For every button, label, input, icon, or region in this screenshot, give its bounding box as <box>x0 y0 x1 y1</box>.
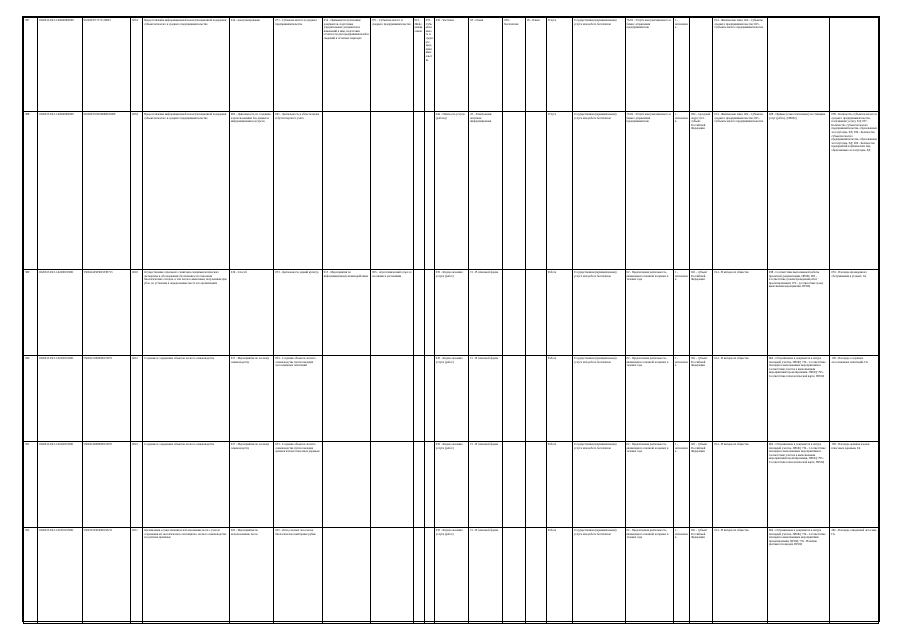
table-cell: 038 - Соответствие выполненной работы проектной документации, ПРОЦ; 063 - Соответствие срокам проведения работ проектированием; 072 - Соответствие сроку выполнения мероприятий, ПРОЦ <box>767 270 830 356</box>
table-cell <box>503 528 525 624</box>
table-cell: 0210 <box>130 270 142 356</box>
table-cell: 003 - Бесплатная <box>503 18 525 112</box>
table-cell <box>424 356 434 442</box>
table-cell: 035 - Форма оказания услуги (работ) <box>434 356 468 442</box>
table-cell <box>413 112 424 270</box>
table-cell <box>525 528 546 624</box>
table-cell <box>371 356 413 442</box>
table-cell <box>424 270 434 356</box>
table-cell: Государственная (муниципальная) услуга или работа бесплатная <box>573 18 625 112</box>
table-cell: 017 - Мероприятия по лесному семеноводству <box>229 356 273 442</box>
table-cell: 014 - Прямыми получателями документов, подготовка учредительных документов и изменений к ним, подготовка отчетности для предпринимателей и сведений в отчетных периодах <box>322 18 370 112</box>
table-cell: 033 - Площадь проведенного обслуживания в угодьях, ГА <box>830 270 879 356</box>
table-cell: 0212 <box>130 442 142 528</box>
table-cell: 15 - В плановой форме <box>469 356 503 442</box>
table-cell: 016 - Способ <box>229 270 273 356</box>
table-cell: 0220015.Р.43.1.02220013001 <box>38 442 82 528</box>
table-cell: 071 - Субъекты малого и среднего предпринимательства <box>274 18 322 112</box>
table-cell: 023 - Мероприятия по использованию лесов <box>229 528 273 624</box>
table-cell: 021 - субъект Российской Федерации <box>690 356 713 442</box>
registry-body <box>24 18 879 624</box>
table-cell: 1 - автономная <box>673 18 689 112</box>
table-cell: 18 - Очная <box>469 18 503 112</box>
table-cell: 0234 <box>130 112 142 270</box>
table-cell <box>525 270 546 356</box>
table-cell: Работа <box>546 442 572 528</box>
table-cell: 02 - Предлагаемая деятельность, являющаяся основной на время; в течение года <box>625 528 673 624</box>
registry-sheet <box>22 16 880 622</box>
table-cell: 1 - автономная <box>673 442 689 528</box>
table-cell: Государственная (муниципальная) услуга или работа бесплатная <box>573 528 625 624</box>
table-cell: 014 - В интересах общества <box>713 270 768 356</box>
table-cell: 0212 <box>130 356 142 442</box>
table-cell: 1 - автономная <box>673 356 689 442</box>
table-cell: Осуществление отдельного санитарно-эпидемиологического экспертизы и обследования обоснованности отнесения биологических отходов, в том числе к животным, полученным при убое, по установке в определенные места и в организациях <box>143 270 230 356</box>
table-cell: 15 - В плановой форме <box>469 528 503 624</box>
table-cell: 032 - городской округ; 021 - субъект Российской Федерации <box>690 112 713 270</box>
table-cell <box>830 18 879 112</box>
table-cell: 025 - Агротехнический отдел за посевами и растениями <box>371 270 413 356</box>
table-cell: 035 - Форма оказания услуги (работ) <box>434 270 468 356</box>
table-row <box>24 356 879 442</box>
table-cell: 0220015.Р.43.1.02310013001 <box>38 528 82 624</box>
table-cell: 55004142503001530713 <box>82 270 130 356</box>
table-cell: 017 - Мероприятия по лесному семеноводству <box>229 442 273 528</box>
table-cell: Предоставление информационной и консультационной поддержки субъектам малого и среднего предпринимательства <box>143 112 230 270</box>
table-cell: 038 - Количество субъектов малого и среднего предпринимательства, получивших услугу, ЕД; 037 - Количество субъектов малого предпринимательства, образованных за полугодие, ЕД; 039 - Количество субъектов малого предпринимательства, образованных за полугодие, ЕД; 206 - Количество предприятий и физических лиц, образованных за полугодие, ЕД <box>830 112 879 270</box>
table-row <box>24 528 879 624</box>
table-cell: 064 - Отграничение в документах в натуре площадей участка, ПРОЦ; 734 - Соответствие площади к выполненным мероприятиям проектирования, ПРОЦ; 735 - Наличие пробных площадей, ПРОЦ <box>767 528 830 624</box>
table-cell <box>413 270 424 356</box>
table-cell: Услуга <box>546 112 572 270</box>
table-cell <box>322 356 370 442</box>
table-cell: Государственная (муниципальная) услуга или работа бесплатная <box>573 356 625 442</box>
table-cell: 014 - консультирование <box>229 18 273 112</box>
table-cell <box>413 356 424 442</box>
table-cell: 091 - Деятельность по созданию и использованию баз данных и информационных ресурсов <box>229 112 273 270</box>
table-cell: 021 - субъект Российской Федерации <box>690 442 713 528</box>
table-cell: 014 - В интересах общества <box>713 528 768 624</box>
table-cell: 0220015.Р.43.1.02220013001 <box>38 356 82 442</box>
table-cell <box>503 270 525 356</box>
table-cell <box>371 442 413 528</box>
table-cell: 76.02 - Услуги консультационного и бизнес-управления предпринимателю <box>625 18 673 112</box>
table-cell <box>413 528 424 624</box>
table-cell <box>503 112 525 270</box>
table-cell: Государственная (муниципальная) услуга или работа бесплатная <box>573 112 625 270</box>
table-cell: 1 - автономная <box>673 112 689 270</box>
table-cell: 064 - Отграничение в документах в натуре площадей участка, ПРОЦ; 734 - Соответствие площади к выполненным мероприятиям и соответствие участка к выполненным мероприятиям проектирования, ПРОЦ; 793 - Соответствие технологической карте, ПРОЦ <box>767 356 830 442</box>
table-cell <box>322 112 370 270</box>
table-cell <box>503 442 525 528</box>
table-cell: 071 - Субъекты малого и среднего предпринимательства <box>371 18 413 112</box>
table-cell <box>322 528 370 624</box>
table-cell: Организация осуществления и использования лесов с учетом сохранения их экологического потенциала, лесного семеноводства и в регионе признаки <box>143 528 230 624</box>
table-cell: 033 - Создание объектов лесного семеноводства путем закладки архивов клонов плюсовых деревьев <box>274 442 322 528</box>
table-cell: 0220015.Р.43.1.02040002000 <box>38 18 82 112</box>
table-cell: 033 - Создание объектов лесного семеноводства путем закладки лесосеменных плантаций <box>274 356 322 442</box>
table-cell: 15 - В плановой форме <box>469 270 503 356</box>
table-cell: 021 - субъект Российской Федерации <box>690 270 713 356</box>
table-cell: Работа <box>546 528 572 624</box>
table-cell <box>413 442 424 528</box>
table-cell: 014 - Физические лица; 024 - Субъекты среднего предпринимательства; 025 - Субъекты малого предпринимательства <box>713 112 768 270</box>
table-cell: 02 - Предлагаемая деятельность, являющаяся основной на время; в течение года <box>625 442 673 528</box>
table-cell: 138 - Площадь созданных лесосеменных плантаций, ГА <box>830 356 879 442</box>
table-cell: 035 - Частично <box>434 18 468 112</box>
table-cell: Предоставление информационной и консультационной поддержки субъектам малого и среднего предпринимательства <box>143 18 230 112</box>
table-cell: 55003152503000150211 <box>82 528 130 624</box>
table-cell: Услуга <box>546 18 572 112</box>
table-cell: 015 - Информационная <box>413 18 424 112</box>
table-cell <box>322 442 370 528</box>
registry-table <box>23 17 879 624</box>
table-cell: Создание и содержание объектов лесного семеноводства <box>143 356 230 442</box>
table-cell: 053 - Деятельность зданий культур <box>274 270 322 356</box>
table-cell: Работа <box>546 270 572 356</box>
table-cell: 388 <box>24 112 38 270</box>
table-cell: 0234 <box>130 18 142 112</box>
table-cell <box>525 442 546 528</box>
table-cell: 138 - Площадь архивов клонов плюсовых деревьев, ГА <box>830 442 879 528</box>
table-cell: 390 <box>24 356 38 442</box>
table-cell: 035 - Форма оказания услуги (работ) <box>434 528 468 624</box>
table-cell: 014 - В интересах общества <box>713 356 768 442</box>
table-cell <box>424 112 434 270</box>
table-cell: Работа <box>546 356 572 442</box>
table-row <box>24 270 879 356</box>
table-cell: 013 - Мероприятия по информационному взаимодействию <box>322 270 370 356</box>
table-cell: 035 - Форма оказания услуги (работ) <box>434 442 468 528</box>
table-cell <box>690 18 713 112</box>
table-cell: 1 - автономная <box>673 270 689 356</box>
table-cell <box>424 528 434 624</box>
table-cell: Государственная (муниципальная) услуга или работа бесплатная <box>573 270 625 356</box>
table-cell: 9160203718100060022000 <box>82 112 130 270</box>
table-cell: 0211 <box>130 528 142 624</box>
table-cell: 02 - Предлагаемая деятельность, являющаяся основной на время; в течение года <box>625 356 673 442</box>
table-cell: 281 - Площадь отведенной лесосеки, ГА <box>830 528 879 624</box>
table-cell: 0220015.Р.43.1.02200013001 <box>38 270 82 356</box>
table-cell: 22 - Электронная; печатная; информационная <box>469 112 503 270</box>
table-cell: 387 <box>24 18 38 112</box>
table-cell: 392 <box>24 528 38 624</box>
table-cell <box>503 356 525 442</box>
table-cell: 028 - Прямые (самостоятельные) поставщики услуг (работ). [ПРОЦ] <box>767 112 830 270</box>
table-cell: 014 - Физические лица; 024 - Субъекты среднего предпринимательства; 025 - Субъекты малого предпринимательства <box>713 18 768 112</box>
table-cell: 0220015.Р.43.1.02040002000 <box>38 112 82 270</box>
table-cell <box>424 442 434 528</box>
table-cell: 02 - Предлагаемая деятельность, являющаяся основной на время; в течение года <box>625 270 673 356</box>
table-cell: 076 - Субъекты малого и среднего предпринимательства <box>424 18 434 112</box>
table-cell: 18 - Очная <box>525 18 546 112</box>
table-cell: 389 <box>24 270 38 356</box>
table-cell <box>371 528 413 624</box>
table-cell: 091 - Деятельность в области права и бухгалтерского учета <box>274 112 322 270</box>
table-cell: 55004132000000153071 <box>82 442 130 528</box>
table-cell: 391 <box>24 442 38 528</box>
table-row <box>24 18 879 112</box>
table-cell <box>371 112 413 270</box>
table-cell: 021 - субъект Российской Федерации <box>690 528 713 624</box>
table-cell: 1 - автономная <box>673 528 689 624</box>
table-cell <box>525 112 546 270</box>
table-cell: Государственная (муниципальная) услуга или работа бесплатная <box>573 442 625 528</box>
table-cell: 042 - Платность услуги (работы) <box>434 112 468 270</box>
table-cell: 76.02 - Услуги консультационного и бизнес-управления предпринимателю <box>625 112 673 270</box>
table-cell: 9160203717171119001 <box>82 18 130 112</box>
table-cell <box>767 18 830 112</box>
table-cell: 064 - Отграничение в документах в натуре площадей участка, ПРОЦ; 734 - Соответствие площади к выполненным мероприятиям и соответствие участка к выполненным мероприятиям проектирования, ПРОЦ; 793 - Соответствие технологической карте, ПРОЦ <box>767 442 830 528</box>
table-cell: 15 - В плановой форме <box>469 442 503 528</box>
table-row <box>24 442 879 528</box>
table-cell <box>525 356 546 442</box>
table-row <box>24 112 879 270</box>
table-cell: Создание и содержание объектов лесного семеноводства <box>143 442 230 528</box>
table-cell: 014 - В интересах общества <box>713 442 768 528</box>
table-cell: 025 - Отвод лесных лесосек на биологически санитарные рубки <box>274 528 322 624</box>
table-cell: 55004131000000153071 <box>82 356 130 442</box>
